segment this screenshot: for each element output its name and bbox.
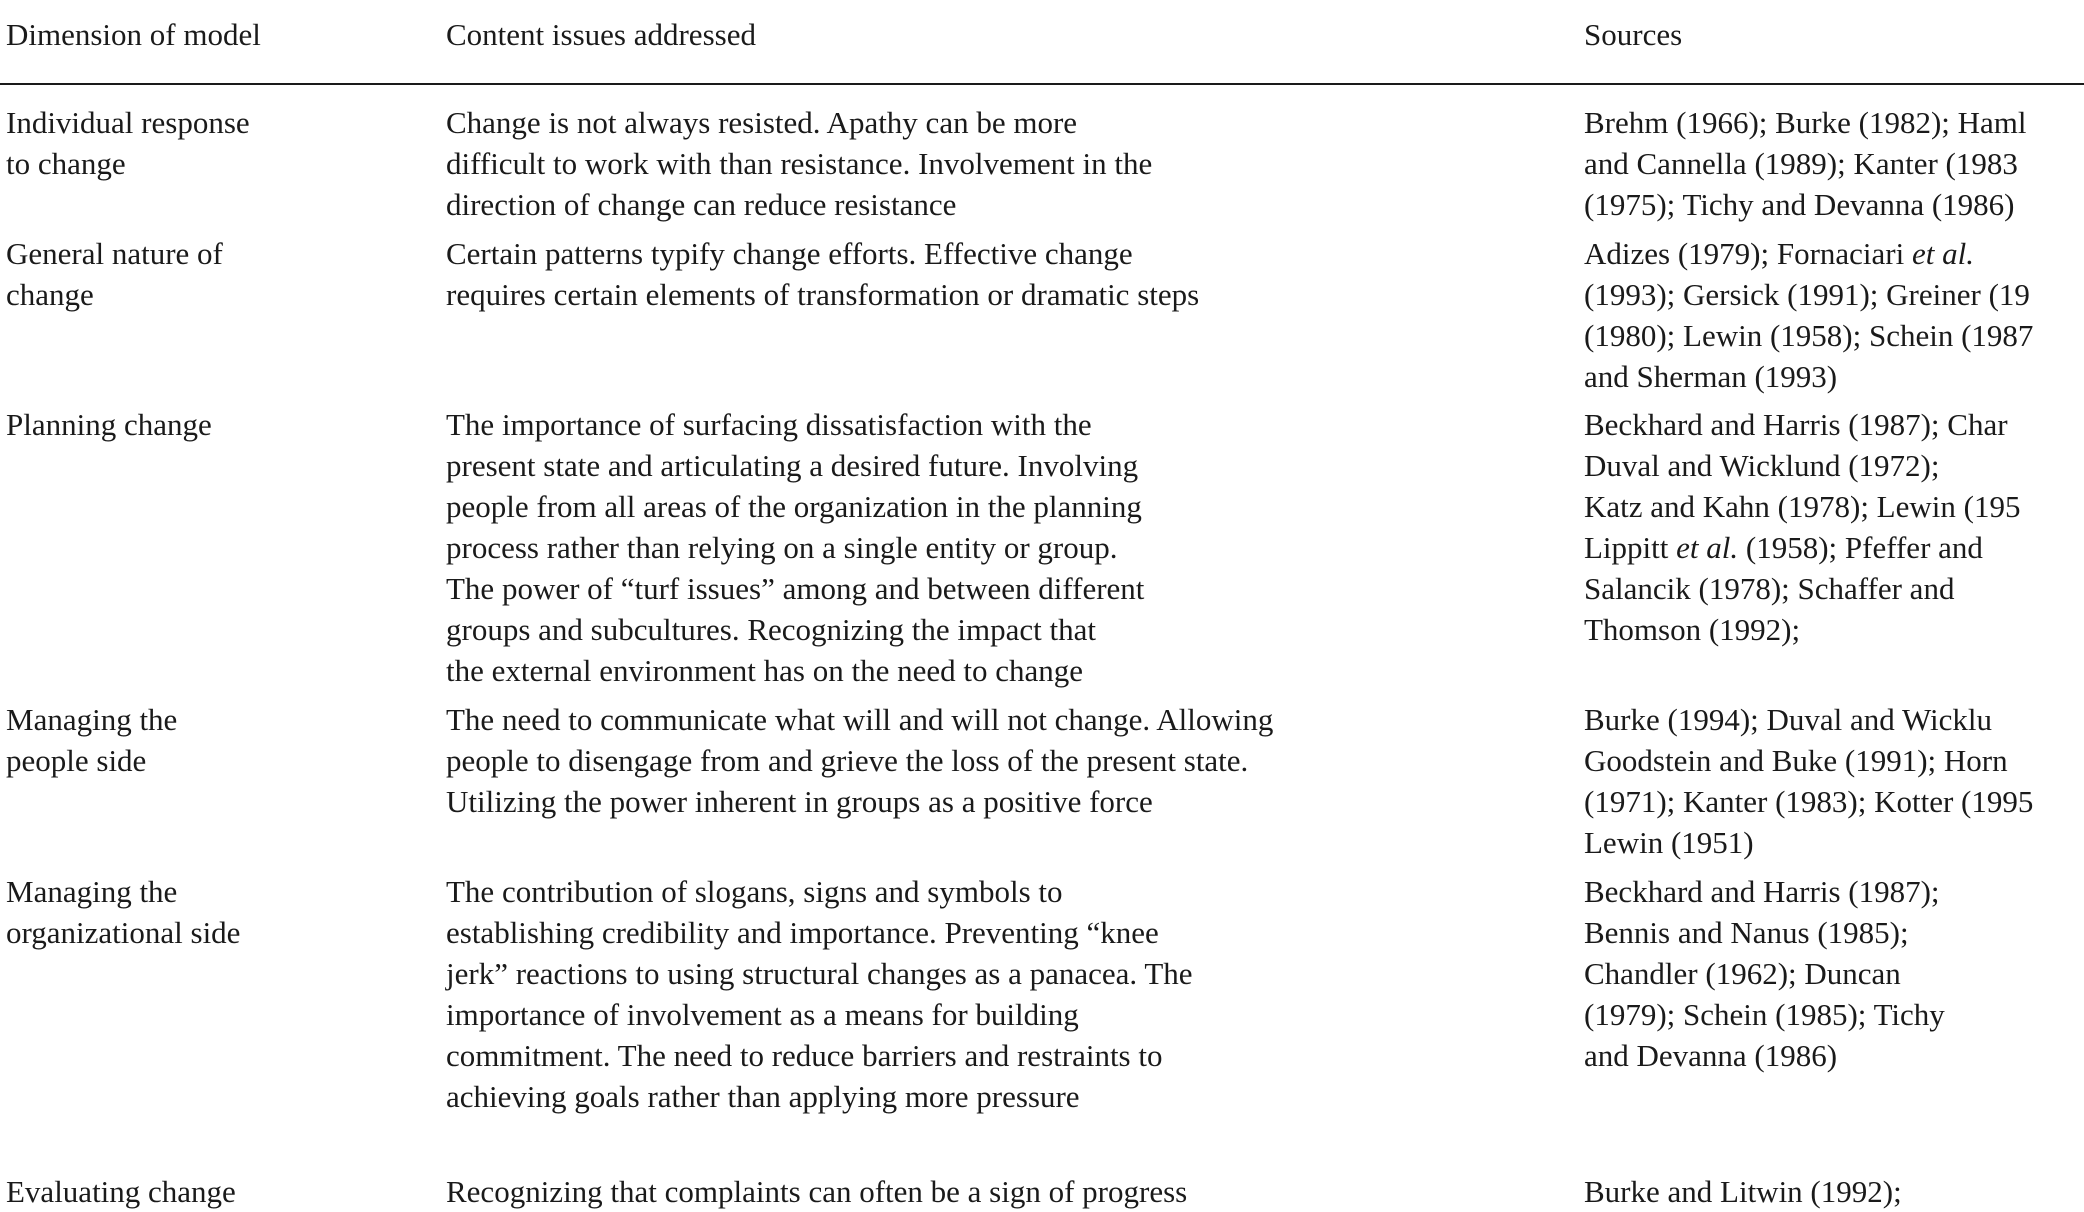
dimension-cell-line: Planning change	[6, 407, 212, 442]
dimension-cell	[6, 102, 250, 184]
content-cell-line: Recognizing that complaints can often be a sign of progress	[446, 1174, 1188, 1209]
content-cell-line: the external environment has on the need to change	[446, 653, 1083, 688]
sources-cell-line: Goodstein and Buke (1991); Horn	[1584, 743, 2008, 778]
dimension-cell-line: General nature of	[6, 236, 223, 271]
sources-cell-line: Duval and Wicklund (1972);	[1584, 448, 1940, 483]
sources-cell-line: Lewin (1951)	[1584, 825, 1754, 860]
content-cell	[446, 1171, 1187, 1212]
content-cell-line: people to disengage from and grieve the loss of the present state.	[446, 743, 1249, 778]
content-cell-line: Certain patterns typify change efforts. Effective change	[446, 236, 1133, 271]
content-cell-line: process rather than relying on a single entity or group.	[446, 530, 1118, 565]
dimension-cell	[6, 699, 177, 781]
content-cell	[446, 102, 1152, 225]
sources-cell-line: Beckhard and Harris (1987);	[1584, 874, 1940, 909]
content-cell	[446, 233, 1199, 315]
content-cell-line: Change is not always resisted. Apathy can be more	[446, 105, 1078, 140]
content-cell-line: The contribution of slogans, signs and symbols to	[446, 874, 1063, 909]
dimension-cell	[6, 404, 212, 445]
sources-cell-line: Brehm (1966); Burke (1982); Haml	[1584, 105, 2027, 140]
sources-cell-line: Lippitt et al. (1958); Pfeffer and	[1584, 530, 1983, 565]
content-cell	[446, 871, 1193, 1117]
dimension-cell-line: organizational side	[6, 915, 241, 950]
content-cell-line: The need to communicate what will and will not change. Allowing	[446, 702, 1274, 737]
sources-cell-line: Burke and Litwin (1992);	[1584, 1174, 1902, 1209]
content-cell-line: groups and subcultures. Recognizing the impact that	[446, 612, 1096, 647]
sources-cell-line: Salancik (1978); Schaffer and	[1584, 571, 1955, 606]
sources-cell-line: (1979); Schein (1985); Tichy	[1584, 997, 1945, 1032]
dimension-cell-line: Managing the	[6, 702, 178, 737]
sources-cell-line: Beckhard and Harris (1987); Char	[1584, 407, 2008, 442]
content-cell-line: establishing credibility and importance. Preventing “knee	[446, 915, 1159, 950]
sources-cell-line: (1980); Lewin (1958); Schein (1987	[1584, 318, 2034, 353]
sources-cell	[1584, 102, 2027, 225]
sources-cell-line: Adizes (1979); Fornaciari et al.	[1584, 236, 1974, 271]
sources-cell-line: Thomson (1992);	[1584, 612, 1801, 647]
header-sources: Sources	[1584, 17, 1683, 52]
dimension-cell-line: Managing the	[6, 874, 178, 909]
sources-cell-line: (1971); Kanter (1983); Kotter (1995	[1584, 784, 2034, 819]
sources-cell-line: (1993); Gersick (1991); Greiner (19	[1584, 277, 2030, 312]
content-cell-line: direction of change can reduce resistance	[446, 187, 957, 222]
dimension-cell-line: Individual response	[6, 105, 250, 140]
header-rule	[0, 83, 2084, 85]
content-cell-line: present state and articulating a desired future. Involving	[446, 448, 1139, 483]
sources-cell-line: Burke (1994); Duval and Wicklu	[1584, 702, 1992, 737]
content-cell-line: jerk” reactions to using structural changes as a panacea. The	[446, 956, 1193, 991]
sources-cell-line: Katz and Kahn (1978); Lewin (195	[1584, 489, 2021, 524]
sources-cell-line: Chandler (1962); Duncan	[1584, 956, 1901, 991]
dimension-cell-line: to change	[6, 146, 126, 181]
dimension-cell-line: people side	[6, 743, 147, 778]
sources-cell	[1584, 233, 2033, 397]
dimension-cell	[6, 871, 240, 953]
sources-cell-line: (1975); Tichy and Devanna (1986)	[1584, 187, 2015, 222]
dimension-cell	[6, 233, 223, 315]
header-content: Content issues addressed	[446, 17, 756, 52]
sources-cell	[1584, 699, 2033, 863]
content-cell	[446, 699, 1273, 822]
content-cell-line: requires certain elements of transformation or dramatic steps	[446, 277, 1200, 312]
sources-cell-line: and Devanna (1986)	[1584, 1038, 1838, 1073]
dimension-cell-line: Evaluating change	[6, 1174, 236, 1209]
dimension-cell-line: change	[6, 277, 94, 312]
content-cell-line: difficult to work with than resistance. Involvement in the	[446, 146, 1153, 181]
sources-cell	[1584, 1171, 1902, 1212]
content-cell-line: The power of “turf issues” among and between different	[446, 571, 1145, 606]
content-cell-line: The importance of surfacing dissatisfaction with the	[446, 407, 1092, 442]
content-cell-line: commitment. The need to reduce barriers and restraints to	[446, 1038, 1163, 1073]
content-cell	[446, 404, 1144, 691]
sources-cell-line: and Sherman (1993)	[1584, 359, 1838, 394]
sources-cell-line: Bennis and Nanus (1985);	[1584, 915, 1909, 950]
header-dimension: Dimension of model	[6, 17, 261, 52]
content-cell-line: Utilizing the power inherent in groups as a positive force	[446, 784, 1153, 819]
dimension-cell	[6, 1171, 236, 1212]
content-cell-line: people from all areas of the organization in the planning	[446, 489, 1142, 524]
sources-cell-line: and Cannella (1989); Kanter (1983	[1584, 146, 2018, 181]
sources-cell	[1584, 404, 2020, 650]
sources-cell	[1584, 871, 1945, 1076]
content-cell-line: achieving goals rather than applying more pressure	[446, 1079, 1080, 1114]
content-cell-line: importance of involvement as a means for building	[446, 997, 1079, 1032]
